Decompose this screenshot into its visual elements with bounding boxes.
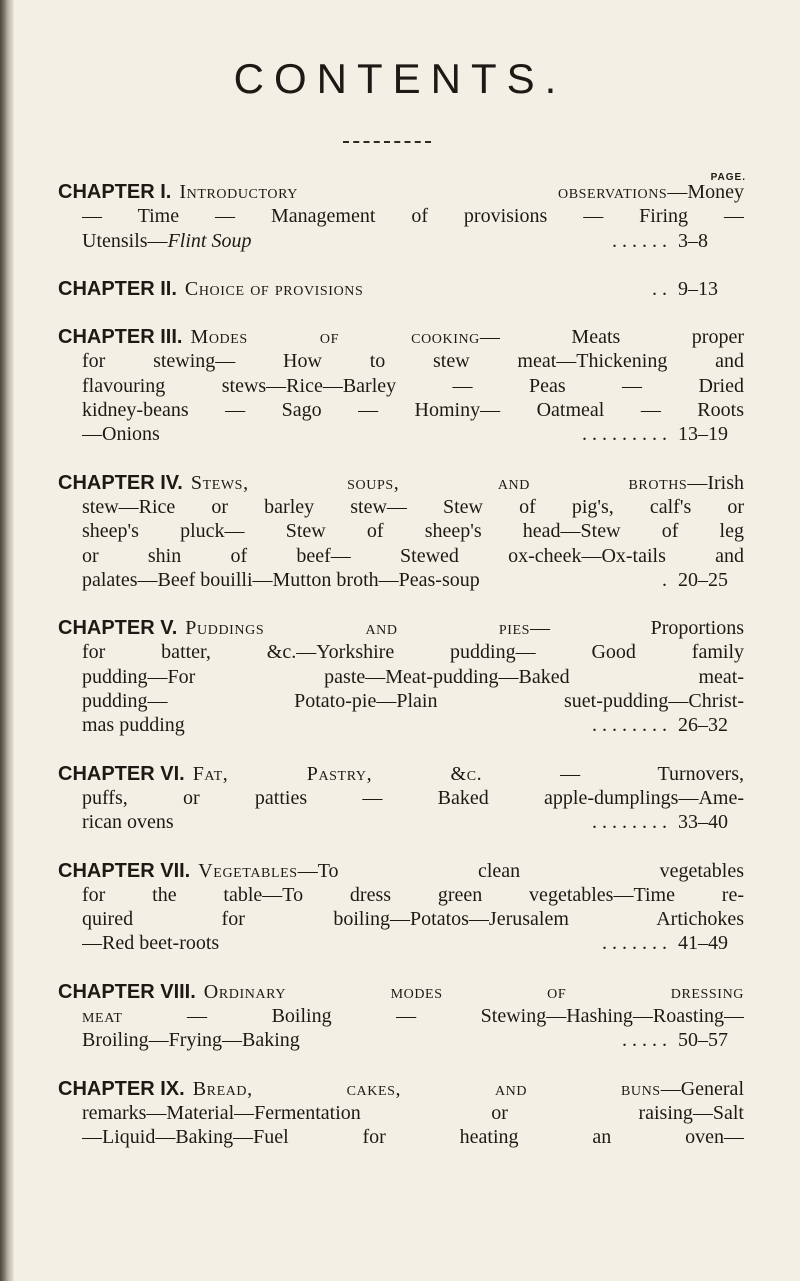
emphasis-text: Flint Soup <box>167 229 252 252</box>
entry-line-text: — Boiling — Stewing—Hashing—Roasting— <box>122 1005 744 1028</box>
contents-entry <box>58 859 744 956</box>
entry-line <box>82 931 744 955</box>
entry-text <box>82 883 744 907</box>
page-range: 13–19 <box>678 423 728 446</box>
entry-text <box>185 616 744 640</box>
contents-entry <box>58 980 744 1053</box>
chapter-label: CHAPTER I. <box>58 181 172 203</box>
chapter-label: CHAPTER VI. <box>58 762 185 785</box>
entry-line <box>82 786 744 810</box>
small-caps-text: meat <box>82 1005 123 1028</box>
entry-line-text: rican ovens <box>82 811 174 834</box>
chapter-heading: Bread, cakes, and buns <box>192 1077 661 1100</box>
entry-line <box>82 568 744 592</box>
entry-text <box>82 204 744 228</box>
chapter-heading: Choice of provisions <box>184 277 364 300</box>
chapter-label: CHAPTER V. <box>58 617 178 640</box>
entry-text <box>82 786 744 810</box>
leader-dots: . . <box>647 277 672 300</box>
entry-line <box>82 810 744 834</box>
chapter-heading: Fat, Pastry, &c. <box>192 762 483 785</box>
entry-line <box>82 1101 744 1125</box>
page-range: 26–32 <box>678 714 728 737</box>
entry-text <box>82 349 744 373</box>
entry-line <box>58 616 744 640</box>
entry-line <box>82 519 744 543</box>
contents-entry <box>58 1077 744 1150</box>
entry-line-text: for the table—To dress green vegetables—Time re- <box>82 883 744 906</box>
entry-text <box>82 1125 744 1149</box>
contents-entry <box>58 616 744 737</box>
entry-text <box>82 907 744 931</box>
entry-line-text: — Proportions <box>530 617 744 640</box>
entry-line-text: — Time — Management of provisions — Firing — <box>82 205 744 228</box>
entry-text <box>82 519 744 543</box>
entry-line <box>82 229 744 253</box>
leader-dots: . . . . . . . . <box>587 714 672 737</box>
entry-line-text: pudding—For paste—Meat-pudding—Baked meat- <box>82 665 744 688</box>
entry-text <box>82 495 744 519</box>
contents-entry <box>58 471 744 592</box>
page-range: 20–25 <box>678 568 728 591</box>
chapter-label: CHAPTER IV. <box>58 471 183 494</box>
entry-line <box>58 1077 744 1101</box>
entry-line-text: quired for boiling—Potatos—Jerusalem Artichokes <box>82 908 744 931</box>
entry-line <box>82 349 744 373</box>
entry-text <box>82 1101 744 1125</box>
entry-line-text: —General <box>660 1077 744 1100</box>
entry-line-text: —Money <box>667 181 744 203</box>
entry-line-text: kidney-beans — Sago — Hominy— Oatmeal — Roots <box>82 399 744 422</box>
entry-text <box>185 277 647 301</box>
entry-line-text: palates—Beef bouilli—Mutton broth—Peas-soup <box>82 568 480 591</box>
entry-line-text: —Irish <box>687 471 744 494</box>
entry-line <box>82 204 744 228</box>
entry-line <box>82 713 744 737</box>
page-title: CONTENTS. <box>233 55 567 102</box>
chapter-heading: Vegetables <box>198 859 298 882</box>
entry-line <box>82 422 744 446</box>
entry-line <box>58 277 744 301</box>
entry-text <box>82 229 607 253</box>
chapter-label: CHAPTER VII. <box>58 859 191 882</box>
leader-dots: . . . . . . . . <box>587 811 672 834</box>
contents-entry <box>58 277 744 301</box>
entry-line <box>58 762 744 786</box>
entry-text <box>82 544 744 568</box>
chapter-heading: Modes of cooking <box>190 326 480 349</box>
chapter-label: CHAPTER II. <box>58 277 177 300</box>
leader-dots: . . . . . . . <box>597 932 672 955</box>
leader-dots: . . . . . . . . . <box>577 423 672 446</box>
chapter-label: CHAPTER IX. <box>58 1077 185 1100</box>
entry-line <box>82 374 744 398</box>
chapter-heading: Introductory observations <box>179 181 668 203</box>
entry-line-text: sheep's pluck— Stew of sheep's head—Stew of leg <box>82 520 744 543</box>
entry-line <box>82 907 744 931</box>
entry-text <box>198 859 744 883</box>
entry-line-text: remarks—Material—Fermentation or raising—Salt <box>82 1101 744 1124</box>
page-range: 41–49 <box>678 932 728 955</box>
entry-line <box>58 859 744 883</box>
entry-text <box>82 640 744 664</box>
entry-line <box>58 325 744 349</box>
entry-line-text: puffs, or patties — Baked apple-dumplings—Ame- <box>82 786 744 809</box>
chapter-label: CHAPTER III. <box>58 326 183 349</box>
entry-line-text: —Red beet-roots <box>82 932 220 955</box>
chapter-heading: Puddings and pies <box>185 617 531 640</box>
entry-line-text: or shin of beef— Stewed ox-cheek—Ox-tails and <box>82 544 744 567</box>
page-range: 50–57 <box>678 1029 728 1052</box>
entry-line-text: flavouring stews—Rice—Barley — Peas — Dried <box>82 374 744 397</box>
entry-line-text: mas pudding <box>82 714 185 737</box>
entry-line <box>82 1125 744 1149</box>
entry-line-text: —To clean vegetables <box>297 859 744 882</box>
entry-text <box>82 931 597 955</box>
entry-line-text: for batter, &c.—Yorkshire pudding— Good family <box>82 641 744 664</box>
entry-line-text: — Meats proper <box>479 326 744 349</box>
entry-line <box>82 1028 744 1052</box>
page-range: 33–40 <box>678 811 728 834</box>
book-gutter <box>0 0 14 1281</box>
page-range: 3–8 <box>678 229 708 252</box>
entry-text <box>193 762 744 786</box>
contents-list <box>58 180 744 1174</box>
entry-text <box>191 471 744 495</box>
entry-text <box>82 665 744 689</box>
entry-text <box>190 325 744 349</box>
entry-line <box>82 1004 744 1028</box>
entry-text <box>179 180 744 204</box>
entry-line-text: for stewing— How to stew meat—Thickening and <box>82 350 744 373</box>
leader-dots: . <box>657 568 672 591</box>
entry-line <box>58 980 744 1004</box>
entry-line <box>82 640 744 664</box>
entry-text <box>204 980 744 1004</box>
entry-line-text: — Turnovers, <box>482 762 744 785</box>
page-range: 9–13 <box>678 277 718 300</box>
entry-text <box>82 810 587 834</box>
entry-text <box>82 398 744 422</box>
entry-line <box>82 665 744 689</box>
entry-line <box>58 180 744 204</box>
entry-line-text: Broiling—Frying—Baking <box>82 1029 300 1052</box>
contents-entry <box>58 762 744 835</box>
entry-line-text: —Onions <box>82 423 160 446</box>
entry-line-text: stew—Rice or barley stew— Stew of pig's, calf's or <box>82 495 744 518</box>
entry-text <box>82 422 577 446</box>
leader-dots: . . . . . <box>617 1029 672 1052</box>
leader-dots: . . . . . . <box>607 229 672 252</box>
page-column-heading: PAGE. <box>710 172 746 183</box>
title-rule <box>343 141 431 143</box>
entry-text <box>82 689 744 713</box>
entry-text <box>82 568 657 592</box>
entry-text <box>82 374 744 398</box>
entry-line-text: Utensils— <box>82 229 168 252</box>
entry-line <box>82 689 744 713</box>
entry-line-text: —Liquid—Baking—Fuel for heating an oven— <box>82 1126 744 1149</box>
entry-text <box>82 1028 617 1052</box>
entry-line <box>82 544 744 568</box>
chapter-heading: Ordinary modes of dressing <box>203 980 744 1003</box>
entry-text <box>82 713 587 737</box>
chapter-label: CHAPTER VIII. <box>58 980 196 1003</box>
contents-entry <box>58 180 744 253</box>
entry-line-text: pudding— Potato-pie—Plain suet-pudding—Christ- <box>82 690 744 713</box>
entry-text <box>82 1004 744 1028</box>
entry-line <box>82 883 744 907</box>
contents-entry <box>58 325 744 446</box>
entry-line <box>82 398 744 422</box>
entry-line <box>58 471 744 495</box>
chapter-heading: Stews, soups, and broths <box>190 471 688 494</box>
entry-line <box>82 495 744 519</box>
entry-text <box>193 1077 744 1101</box>
